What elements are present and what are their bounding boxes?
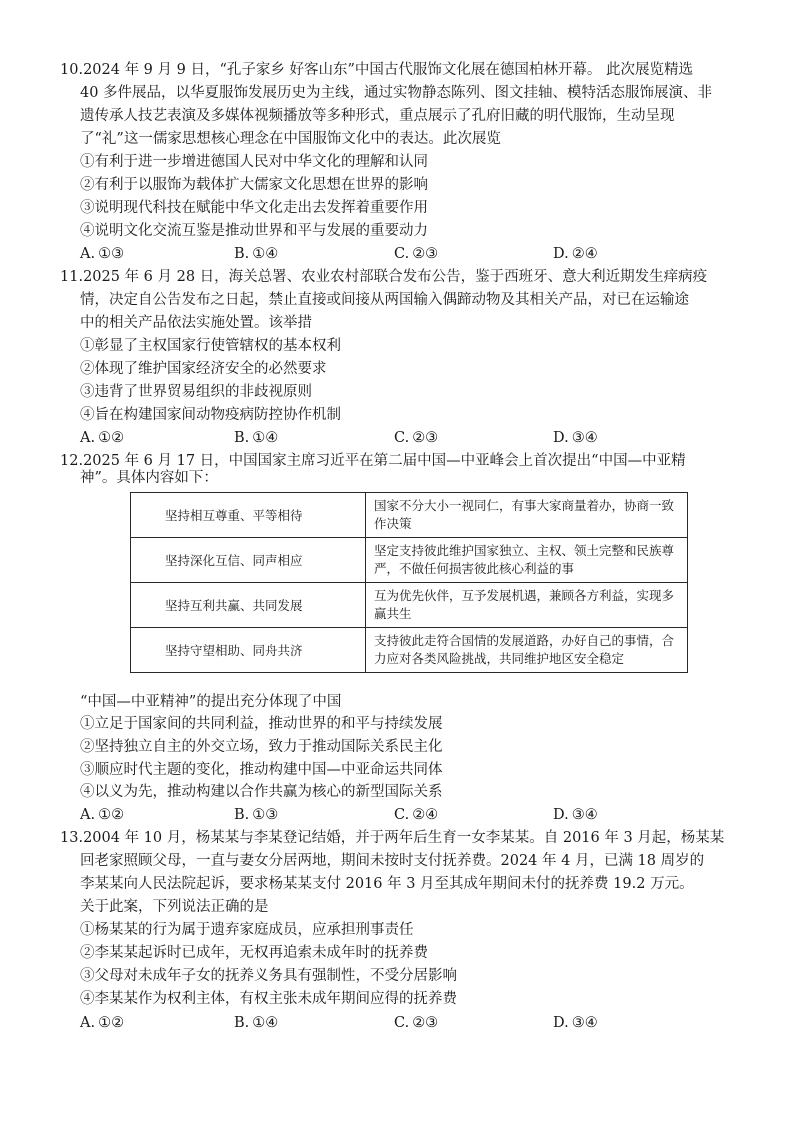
option-b[interactable]: B. ①③ xyxy=(234,807,279,823)
question-text-line: 40 多件展品，以华夏服饰发展历史为主线，通过实物静态陈列、图文挂轴、模特活态服饰展演、非 xyxy=(80,85,713,101)
option-b[interactable]: B. ①④ xyxy=(234,246,279,262)
table-cell-principle: 坚持互利共赢、共同发展 xyxy=(131,583,366,628)
question-number: 12. xyxy=(60,453,84,469)
question-text-line: 情，决定自公告发布之日起，禁止直接或间接从两国输入偶蹄动物及其相关产品，对已在运输途 xyxy=(80,292,689,308)
table-row xyxy=(131,493,688,538)
option-a[interactable]: A. ①③ xyxy=(80,246,125,262)
question-text-line: 13.2004 年 10 月，杨某某与李某登记结婚，并于两年后生育一女李某某。自 2016 年 3 月起，杨某某 xyxy=(60,830,725,846)
question-text-line: 了“礼”这一儒家思想核心理念在中国服饰文化中的表达。此次展览 xyxy=(80,131,501,147)
question-text-line: 中的相关产品依法实施处置。该举措 xyxy=(80,315,312,331)
statement-item: ②有利于以服饰为载体扩大儒家文化思想在世界的影响 xyxy=(80,177,428,193)
statement-item: ④旨在构建国家间动物疫病防控协作机制 xyxy=(80,407,341,423)
statement-item: ①彰显了主权国家行使管辖权的基本权利 xyxy=(80,338,341,354)
table-row xyxy=(131,538,688,583)
statement-item: ④李某某作为权利主体，有权主张未成年期间应得的抚养费 xyxy=(80,991,457,1007)
option-a[interactable]: A. ①② xyxy=(80,807,125,823)
option-d[interactable]: D. ②④ xyxy=(553,246,598,262)
statement-item: ①杨某某的行为属于遗弃家庭成员，应承担刑事责任 xyxy=(80,922,414,938)
option-a[interactable]: A. ①② xyxy=(80,1015,125,1031)
option-d[interactable]: D. ③④ xyxy=(553,1015,598,1031)
answer-options xyxy=(0,244,794,266)
question-text-line: 遗传承人技艺表演及多媒体视频播放等多种形式，重点展示了孔府旧藏的明代服饰，生动呈现 xyxy=(80,108,675,124)
question-text-line: 回老家照顾父母，一直与妻女分居两地，期间未按时支付抚养费。2024 年 4 月，已满 18 周岁的 xyxy=(80,853,705,869)
option-b[interactable]: B. ①④ xyxy=(234,1015,279,1031)
option-c[interactable]: C. ②③ xyxy=(394,430,439,446)
statement-item: ③顺应时代主题的变化，推动构建中国—中亚命运共同体 xyxy=(80,762,443,778)
option-d[interactable]: D. ③④ xyxy=(553,430,598,446)
option-c[interactable]: C. ②④ xyxy=(394,807,439,823)
option-b[interactable]: B. ①④ xyxy=(234,430,279,446)
statement-item: ④以义为先，推动构建以合作共赢为核心的新型国际关系 xyxy=(80,784,443,800)
option-c[interactable]: C. ②③ xyxy=(394,246,439,262)
question-number: 11. xyxy=(60,269,84,285)
table-cell-content: 国家不分大小一视同仁，有事大家商量着办，协商一致作决策 xyxy=(366,493,688,538)
question-number: 13. xyxy=(60,830,84,846)
table-row xyxy=(131,628,688,673)
statement-item: ②坚持独立自主的外交立场，致力于推动国际关系民主化 xyxy=(80,739,443,755)
statement-item: ①有利于进一步增进德国人民对中华文化的理解和认同 xyxy=(80,154,428,170)
china-central-asia-spirit-table xyxy=(130,492,688,673)
question-text-line: “中国—中亚精神”的提出充分体现了中国 xyxy=(80,694,342,710)
question-text-line: 12.2025 年 6 月 17 日，中国国家主席习近平在第二届中国—中亚峰会上首次提出“中国—中亚精 xyxy=(60,453,686,469)
statement-item: ③说明现代科技在赋能中华文化走出去发挥着重要作用 xyxy=(80,200,428,216)
option-a[interactable]: A. ①② xyxy=(80,430,125,446)
statement-item: ③违背了世界贸易组织的非歧视原则 xyxy=(80,384,312,400)
statement-item: ①立足于国家间的共同利益，推动世界的和平与持续发展 xyxy=(80,716,443,732)
statement-item: ③父母对未成年子女的抚养义务具有强制性，不受分居影响 xyxy=(80,968,457,984)
statement-item: ②李某某起诉时已成年，无权再追索未成年时的抚养费 xyxy=(80,945,428,961)
question-text-line: 11.2025 年 6 月 28 日，海关总署、农业农村部联合发布公告，鉴于西班牙、意大利近期发生痒病疫 xyxy=(60,269,708,285)
question-text-line: 李某某向人民法院起诉，要求杨某某支付 2016 年 3 月至其成年期间未付的抚养费 19.2 万元。 xyxy=(80,876,694,892)
question-text-line: 10.2024 年 9 月 9 日，“孔子家乡 好客山东”中国古代服饰文化展在德国柏林开幕。 此次展览精选 xyxy=(60,62,694,78)
answer-options xyxy=(0,1013,794,1035)
option-d[interactable]: D. ③④ xyxy=(553,807,598,823)
table-cell-principle: 坚持深化互信、同声相应 xyxy=(131,538,366,583)
answer-options xyxy=(0,428,794,450)
table-cell-content: 支持彼此走符合国情的发展道路，办好自己的事情，合力应对各类风险挑战，共同维护地区安全稳定 xyxy=(366,628,688,673)
option-c[interactable]: C. ②③ xyxy=(394,1015,439,1031)
statement-item: ④说明文化交流互鉴是推动世界和平与发展的重要动力 xyxy=(80,223,428,239)
statement-item: ②体现了维护国家经济安全的必然要求 xyxy=(80,361,327,377)
question-text-line: 神”。具体内容如下： xyxy=(80,470,218,486)
table-row xyxy=(131,583,688,628)
table-cell-principle: 坚持守望相助、同舟共济 xyxy=(131,628,366,673)
answer-options xyxy=(0,805,794,827)
question-number: 10. xyxy=(60,62,84,78)
question-text-line: 关于此案，下列说法正确的是 xyxy=(80,899,269,915)
table-cell-content: 坚定支持彼此维护国家独立、主权、领土完整和民族尊严，不做任何损害彼此核心利益的事 xyxy=(366,538,688,583)
table-cell-content: 互为优先伙伴，互予发展机遇，兼顾各方利益，实现多赢共生 xyxy=(366,583,688,628)
table-cell-principle: 坚持相互尊重、平等相待 xyxy=(131,493,366,538)
